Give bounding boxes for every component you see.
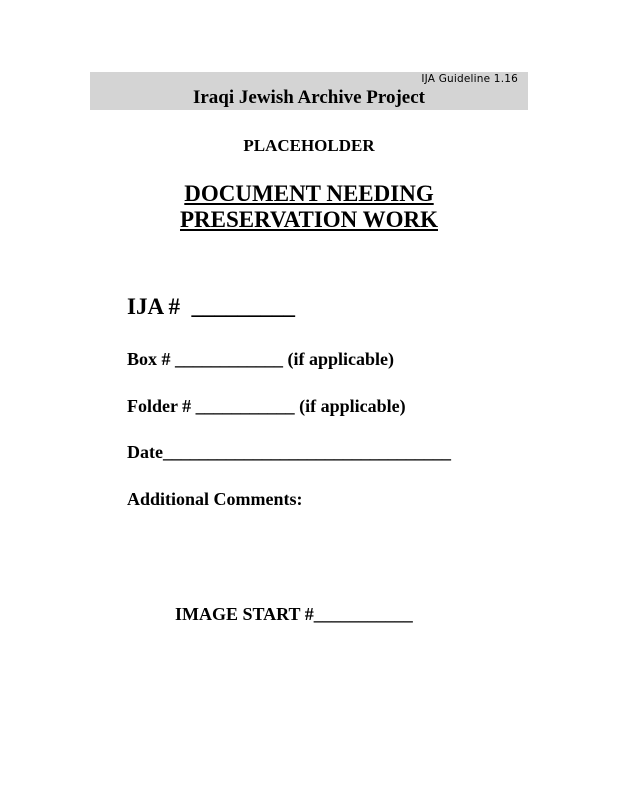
placeholder-label: PLACEHOLDER [243, 136, 375, 155]
box-number-field: Box # ____________ (if applicable) [127, 349, 395, 369]
project-title: Iraqi Jewish Archive Project [192, 87, 425, 108]
folder-number-field: Folder # ___________ (if applicable) [127, 396, 406, 416]
document-title-line2: PRESERVATION WORK [180, 207, 438, 232]
image-start-field: IMAGE START #___________ [175, 604, 413, 624]
document-title-line1: DOCUMENT NEEDING [184, 181, 434, 206]
header-bar [90, 72, 528, 110]
guideline-label: IJA Guideline 1.16 [421, 73, 518, 85]
document-title [0, 181, 618, 233]
date-field: Date________________________________ [127, 442, 451, 462]
additional-comments-label: Additional Comments: [127, 489, 303, 509]
ija-number-field: IJA # _________ [127, 294, 296, 319]
